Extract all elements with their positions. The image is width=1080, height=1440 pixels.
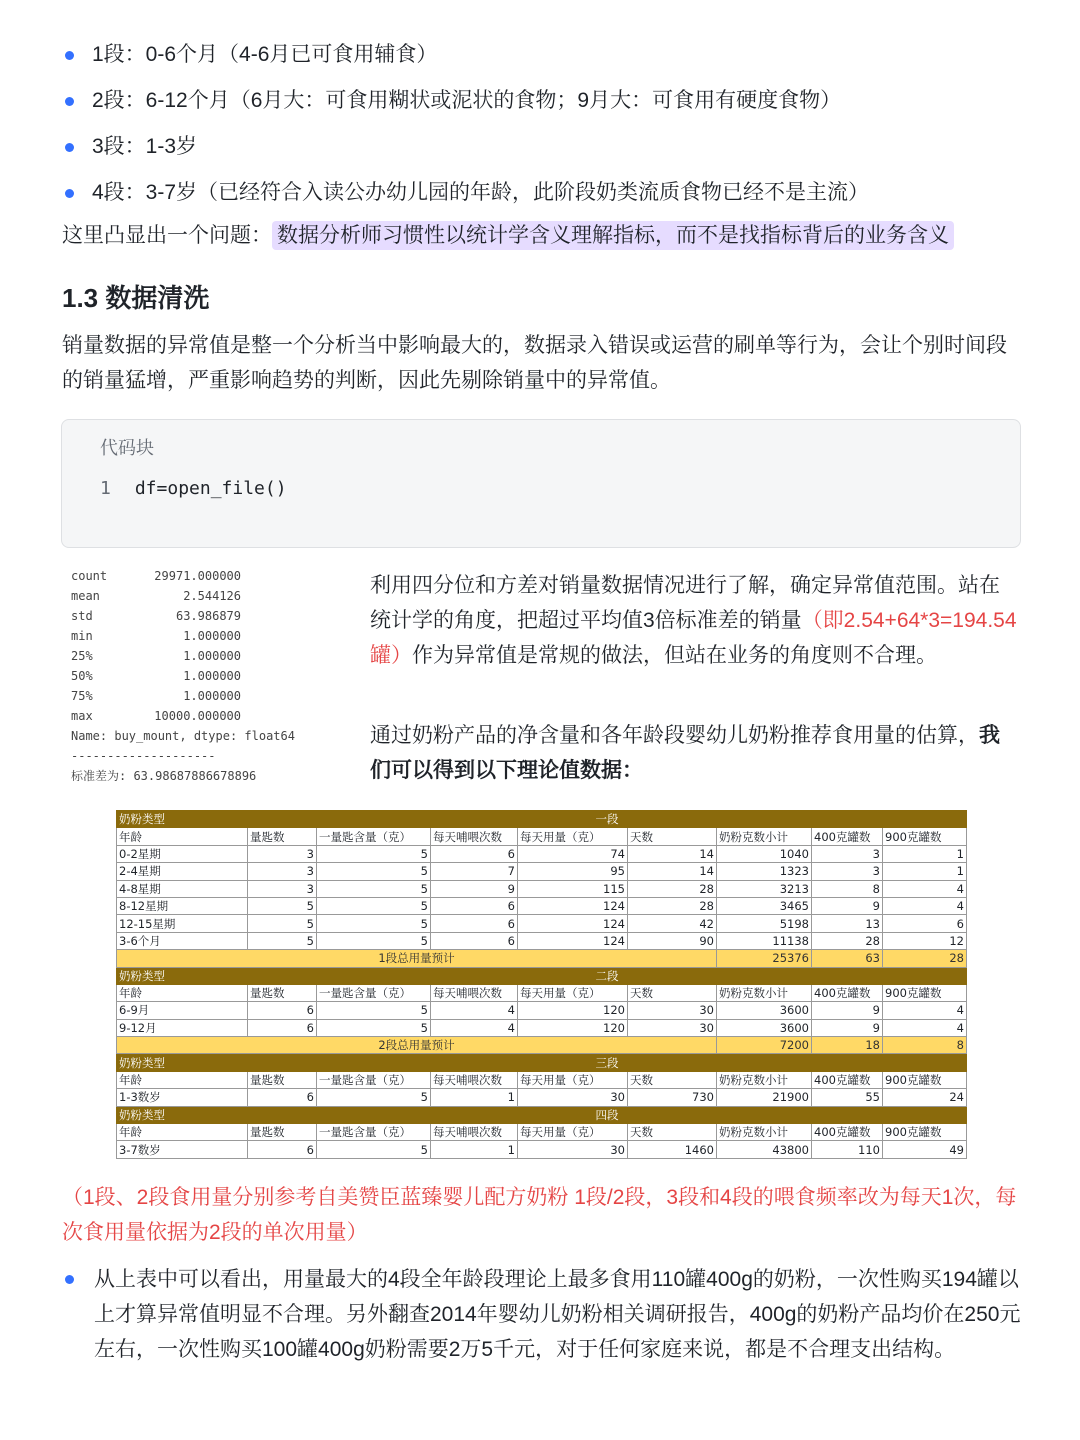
- value-cell: 14: [628, 845, 717, 862]
- column-header-cell: 一量匙含量（克）: [317, 1124, 431, 1141]
- section-title: 1.3 数据清洗: [62, 283, 210, 313]
- value-cell: 30: [518, 1141, 628, 1158]
- reference-note: （1段、2段食用量分别参考自美赞臣蓝臻婴儿配方奶粉 1段/2段，3段和4段的喂食频率改为每天1次，每次食用量依据为2段的单次用量）: [62, 1186, 1017, 1244]
- issue-prefix: 这里凸显出一个问题：: [62, 224, 272, 247]
- value-cell: 12: [883, 932, 967, 949]
- column-header-cell: 奶粉克数小计: [717, 828, 812, 845]
- value-cell: 5: [317, 897, 431, 914]
- age-label-cell: 年龄: [117, 1124, 248, 1141]
- value-cell: 1: [883, 845, 967, 862]
- column-header-cell: 天数: [628, 828, 717, 845]
- age-cell: 9-12月: [117, 1019, 248, 1036]
- value-cell: 4: [883, 880, 967, 897]
- bullet-dot-icon: [65, 143, 74, 152]
- line-number: 1: [100, 478, 111, 499]
- age-cell: 3-6个月: [117, 932, 248, 949]
- value-cell: 5: [248, 897, 317, 914]
- total-400-cell: 18: [812, 1037, 883, 1054]
- estimate-explanation: 通过奶粉产品的净含量和各年龄段婴幼儿奶粉推荐食用量的估算，我们可以得到以下理论值数据：: [370, 724, 1000, 782]
- segment-header-row: [117, 811, 967, 828]
- issue-highlight: 数据分析师习惯性以统计学含义理解指标，而不是找指标背后的业务含义: [272, 221, 954, 250]
- segment-header-row: [117, 967, 967, 984]
- value-cell: 3213: [717, 880, 812, 897]
- column-header-cell: 量匙数: [248, 1071, 317, 1088]
- age-cell: 2-4星期: [117, 863, 248, 880]
- value-cell: 9: [812, 1002, 883, 1019]
- value-cell: 5: [317, 880, 431, 897]
- value-cell: 120: [518, 1019, 628, 1036]
- stat-row: 25% 1.000000: [71, 649, 241, 663]
- stat-row: 75% 1.000000: [71, 689, 241, 703]
- column-header-cell: 每天哺喂次数: [431, 1124, 518, 1141]
- column-header-cell: 量匙数: [248, 828, 317, 845]
- age-cell: 3-7数岁: [117, 1141, 248, 1158]
- total-grams-cell: 7200: [717, 1037, 812, 1054]
- code-block-title: 代码块: [100, 438, 154, 458]
- value-cell: 6: [248, 1089, 317, 1106]
- value-cell: 6: [883, 915, 967, 932]
- value-cell: 1460: [628, 1141, 717, 1158]
- table-row: [117, 897, 967, 914]
- value-cell: 5: [317, 863, 431, 880]
- value-cell: 30: [518, 1089, 628, 1106]
- value-cell: 5: [317, 1019, 431, 1036]
- column-header-cell: 900克罐数: [883, 1124, 967, 1141]
- value-cell: 730: [628, 1089, 717, 1106]
- section-paragraph: 销量数据的异常值是整一个分析当中影响最大的，数据录入错误或运营的刷单等行为，会让个别时间段的销量猛增，严重影响趋势的判断，因此先剔除销量中的异常值。: [62, 334, 1007, 392]
- column-header-cell: 400克罐数: [812, 828, 883, 845]
- value-cell: 1: [883, 863, 967, 880]
- table-row: [117, 915, 967, 932]
- bullet-dot-icon: [65, 189, 74, 198]
- column-header-row: [117, 984, 967, 1001]
- value-cell: 6: [431, 932, 518, 949]
- bullet-dot-icon: [65, 1275, 74, 1284]
- age-label-cell: 年龄: [117, 828, 248, 845]
- column-header-cell: 天数: [628, 1071, 717, 1088]
- value-cell: 5: [317, 1002, 431, 1019]
- bullet-dot-icon: [65, 51, 74, 60]
- column-header-cell: 天数: [628, 1124, 717, 1141]
- stat-row: std 63.986879: [71, 609, 241, 623]
- value-cell: 3600: [717, 1002, 812, 1019]
- issue-line: [62, 216, 954, 256]
- column-header-cell: 每天用量（克）: [518, 1124, 628, 1141]
- column-header-cell: 量匙数: [248, 1124, 317, 1141]
- separator-line: --------------------: [71, 749, 216, 763]
- value-cell: 124: [518, 932, 628, 949]
- total-row: [117, 1037, 967, 1054]
- segment-header-row: [117, 1106, 967, 1123]
- segment-name-cell: 三段: [248, 1054, 967, 1071]
- value-cell: 4: [883, 897, 967, 914]
- value-cell: 9: [431, 880, 518, 897]
- value-cell: 28: [628, 897, 717, 914]
- column-header-cell: 每天用量（克）: [518, 1071, 628, 1088]
- bullet-dot-icon: [65, 97, 74, 106]
- stat-row: count 29971.000000: [71, 569, 241, 583]
- value-cell: 6: [248, 1002, 317, 1019]
- table-row: [117, 1002, 967, 1019]
- stat-row: mean 2.544126: [71, 589, 241, 603]
- table-row: [117, 1089, 967, 1106]
- age-cell: 4-8星期: [117, 880, 248, 897]
- value-cell: 5: [248, 915, 317, 932]
- total-400-cell: 63: [812, 950, 883, 967]
- total-grams-cell: 25376: [717, 950, 812, 967]
- value-cell: 1040: [717, 845, 812, 862]
- value-cell: 24: [883, 1089, 967, 1106]
- column-header-cell: 量匙数: [248, 984, 317, 1001]
- value-cell: 74: [518, 845, 628, 862]
- value-cell: 4: [431, 1019, 518, 1036]
- total-label-cell: 1段总用量预计: [117, 950, 717, 967]
- value-cell: 3: [248, 845, 317, 862]
- column-header-cell: 900克罐数: [883, 1071, 967, 1088]
- age-cell: 1-3数岁: [117, 1089, 248, 1106]
- total-label-cell: 2段总用量预计: [117, 1037, 717, 1054]
- value-cell: 30: [628, 1002, 717, 1019]
- column-header-cell: 一量匙含量（克）: [317, 828, 431, 845]
- column-header-row: [117, 1071, 967, 1088]
- age-stage-list: [62, 32, 1052, 216]
- value-cell: 5198: [717, 915, 812, 932]
- list-item: 1段：0-6个月（4-6月已可食用辅食）: [62, 32, 1052, 78]
- column-header-cell: 天数: [628, 984, 717, 1001]
- table-row: [117, 863, 967, 880]
- column-header-cell: 每天用量（克）: [518, 984, 628, 1001]
- conclusion-item: 从上表中可以看出，用量最大的4段全年龄段理论上最多食用110罐400g的奶粉，一次性购买194罐以上才算异常值明显不合理。另外翻查2014年婴幼儿奶粉相关调研报告，400g的奶粉产品均价在250元左右，一次性购买100罐400g奶粉需要2万5千元，对于任何家庭来说，都是不合理支出结构。: [62, 1262, 1022, 1367]
- type-label-cell: 奶粉类型: [117, 967, 248, 984]
- total-row: [117, 950, 967, 967]
- type-label-cell: 奶粉类型: [117, 811, 248, 828]
- value-cell: 95: [518, 863, 628, 880]
- value-cell: 4: [431, 1002, 518, 1019]
- column-header-cell: 奶粉克数小计: [717, 1124, 812, 1141]
- column-header-cell: 400克罐数: [812, 1124, 883, 1141]
- code-text: df=open_file(): [134, 478, 287, 499]
- value-cell: 6: [431, 845, 518, 862]
- value-cell: 5: [248, 932, 317, 949]
- column-header-cell: 每天哺喂次数: [431, 1071, 518, 1088]
- age-cell: 6-9月: [117, 1002, 248, 1019]
- value-cell: 6: [431, 915, 518, 932]
- value-cell: 28: [812, 932, 883, 949]
- table-row: [117, 880, 967, 897]
- column-header-cell: 每天哺喂次数: [431, 984, 518, 1001]
- dtype-line: Name: buy_mount, dtype: float64: [71, 729, 295, 743]
- value-cell: 90: [628, 932, 717, 949]
- code-block[interactable]: [61, 419, 1021, 548]
- value-cell: 49: [883, 1141, 967, 1158]
- describe-output: [71, 566, 295, 786]
- red-formula: （即2.54+64*3=194.54罐）: [370, 609, 1017, 667]
- value-cell: 5: [317, 1141, 431, 1158]
- table-row: [117, 932, 967, 949]
- value-cell: 13: [812, 915, 883, 932]
- segment-name-cell: 二段: [248, 967, 967, 984]
- code-line[interactable]: [100, 478, 287, 499]
- quartile-explanation: 利用四分位和方差对销量数据情况进行了解，确定异常值范围。站在统计学的角度，把超过平均值3倍标准差的销量（即2.54+64*3=194.54罐）作为异常值是常规的做法，但站在业务的角度则不合理。: [370, 574, 1017, 667]
- value-cell: 42: [628, 915, 717, 932]
- value-cell: 8: [812, 880, 883, 897]
- age-cell: 12-15星期: [117, 915, 248, 932]
- value-cell: 7: [431, 863, 518, 880]
- total-900-cell: 8: [883, 1037, 967, 1054]
- value-cell: 9: [812, 897, 883, 914]
- value-cell: 3: [248, 880, 317, 897]
- column-header-cell: 奶粉克数小计: [717, 984, 812, 1001]
- value-cell: 5: [317, 1089, 431, 1106]
- value-cell: 9: [812, 1019, 883, 1036]
- column-header-cell: 一量匙含量（克）: [317, 1071, 431, 1088]
- value-cell: 3: [812, 863, 883, 880]
- value-cell: 3: [812, 845, 883, 862]
- stat-row: max 10000.000000: [71, 709, 241, 723]
- value-cell: 1: [431, 1089, 518, 1106]
- table-row: [117, 1141, 967, 1158]
- value-cell: 124: [518, 915, 628, 932]
- column-header-row: [117, 1124, 967, 1141]
- type-label-cell: 奶粉类型: [117, 1106, 248, 1123]
- segment-header-row: [117, 1054, 967, 1071]
- column-header-cell: 奶粉克数小计: [717, 1071, 812, 1088]
- value-cell: 124: [518, 897, 628, 914]
- value-cell: 43800: [717, 1141, 812, 1158]
- value-cell: 110: [812, 1141, 883, 1158]
- list-item: 4段：3-7岁（已经符合入读公办幼儿园的年龄，此阶段奶类流质食物已经不是主流）: [62, 170, 1052, 216]
- milk-powder-table: [116, 810, 967, 1159]
- age-label-cell: 年龄: [117, 984, 248, 1001]
- column-header-cell: 400克罐数: [812, 984, 883, 1001]
- column-header-cell: 900克罐数: [883, 984, 967, 1001]
- value-cell: 6: [248, 1141, 317, 1158]
- value-cell: 1: [431, 1141, 518, 1158]
- value-cell: 120: [518, 1002, 628, 1019]
- value-cell: 1323: [717, 863, 812, 880]
- value-cell: 6: [431, 897, 518, 914]
- column-header-cell: 一量匙含量（克）: [317, 984, 431, 1001]
- segment-name-cell: 一段: [248, 811, 967, 828]
- segment-name-cell: 四段: [248, 1106, 967, 1123]
- age-cell: 8-12星期: [117, 897, 248, 914]
- value-cell: 3: [248, 863, 317, 880]
- value-cell: 5: [317, 915, 431, 932]
- value-cell: 55: [812, 1089, 883, 1106]
- column-header-cell: 400克罐数: [812, 1071, 883, 1088]
- type-label-cell: 奶粉类型: [117, 1054, 248, 1071]
- total-900-cell: 28: [883, 950, 967, 967]
- column-header-row: [117, 828, 967, 845]
- value-cell: 5: [317, 845, 431, 862]
- value-cell: 28: [628, 880, 717, 897]
- value-cell: 5: [317, 932, 431, 949]
- value-cell: 21900: [717, 1089, 812, 1106]
- value-cell: 4: [883, 1002, 967, 1019]
- std-line: 标准差为: 63.98687886678896: [71, 769, 257, 783]
- value-cell: 30: [628, 1019, 717, 1036]
- value-cell: 4: [883, 1019, 967, 1036]
- stat-row: 50% 1.000000: [71, 669, 241, 683]
- value-cell: 3600: [717, 1019, 812, 1036]
- column-header-cell: 900克罐数: [883, 828, 967, 845]
- age-label-cell: 年龄: [117, 1071, 248, 1088]
- value-cell: 11138: [717, 932, 812, 949]
- list-item: 3段：1-3岁: [62, 124, 1052, 170]
- table-row: [117, 1019, 967, 1036]
- age-cell: 0-2星期: [117, 845, 248, 862]
- table-row: [117, 845, 967, 862]
- value-cell: 14: [628, 863, 717, 880]
- value-cell: 115: [518, 880, 628, 897]
- list-item: 2段：6-12个月（6月大：可食用糊状或泥状的食物；9月大：可食用有硬度食物）: [62, 78, 1052, 124]
- value-cell: 3465: [717, 897, 812, 914]
- column-header-cell: 每天哺喂次数: [431, 828, 518, 845]
- stat-row: min 1.000000: [71, 629, 241, 643]
- value-cell: 6: [248, 1019, 317, 1036]
- column-header-cell: 每天用量（克）: [518, 828, 628, 845]
